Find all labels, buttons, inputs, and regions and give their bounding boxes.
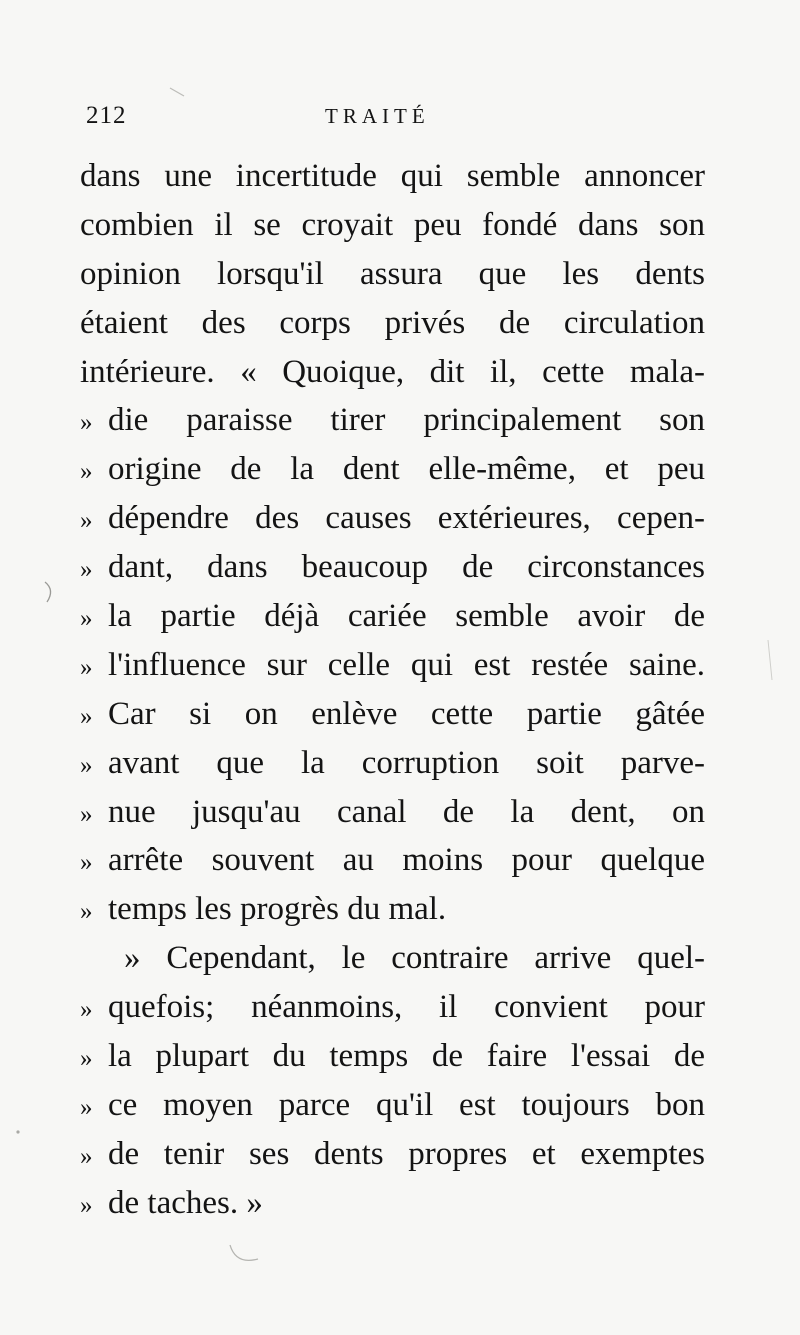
quoted-line: » arrête souvent au moins pour quelque — [80, 836, 705, 885]
quoted-line: » temps les progrès du mal. — [80, 885, 705, 934]
quoted-line: » origine de la dent elle-même, et peu — [80, 445, 705, 494]
quote-mark: » — [80, 849, 93, 877]
quoted-line: » quefois; néanmoins, il convient pour — [80, 983, 705, 1032]
quoted-line: » Car si on enlève cette partie gâtée — [80, 690, 705, 739]
text-block — [80, 152, 705, 1228]
running-title: TRAITÉ — [325, 104, 430, 128]
quote-mark: » — [80, 1045, 93, 1073]
quoted-line: » l'influence sur celle qui est restée saine. — [80, 641, 705, 690]
quoted-line: » de taches. » — [80, 1179, 705, 1228]
quote-mark: » — [80, 556, 93, 584]
quoted-line: » la partie déjà cariée semble avoir de — [80, 592, 705, 641]
quoted-line: » de tenir ses dents propres et exemptes — [80, 1130, 705, 1179]
quote-mark: » — [80, 653, 93, 681]
quoted-line: » avant que la corruption soit parve- — [80, 739, 705, 788]
paragraph-start-line: » Cependant, le contraire arrive quel- — [124, 940, 705, 977]
text-line: opinion lorsqu'il assura que les dents — [80, 255, 705, 292]
quote-mark: » — [80, 409, 93, 437]
quote-mark: » — [80, 1093, 93, 1121]
quote-mark: » — [80, 800, 93, 828]
quote-mark: » — [80, 507, 93, 535]
text-line: combien il se croyait peu fondé dans son — [80, 206, 705, 243]
quoted-line: » dépendre des causes extérieures, cepen- — [80, 494, 705, 543]
quote-mark: » — [80, 898, 93, 926]
quoted-line: » die paraisse tirer principalement son — [80, 396, 705, 445]
quoted-line: » nue jusqu'au canal de la dent, on — [80, 788, 705, 837]
quote-mark: » — [80, 751, 93, 779]
quote-mark: » — [80, 458, 93, 486]
quoted-line: » ce moyen parce qu'il est toujours bon — [80, 1081, 705, 1130]
text-line: intérieure. « Quoique, dit il, cette mala- — [80, 353, 705, 390]
page-number: 212 — [86, 102, 127, 129]
quote-mark: » — [80, 996, 93, 1024]
quote-mark: » — [80, 702, 93, 730]
quote-mark: » — [80, 605, 93, 633]
running-header — [0, 100, 800, 140]
quote-mark: » — [80, 1191, 93, 1219]
quoted-line: » dant, dans beaucoup de circonstances — [80, 543, 705, 592]
text-line: étaient des corps privés de circulation — [80, 304, 705, 341]
quote-mark: » — [80, 1142, 93, 1170]
quoted-line: » la plupart du temps de faire l'essai de — [80, 1032, 705, 1081]
text-line: dans une incertitude qui semble annoncer — [80, 158, 705, 194]
